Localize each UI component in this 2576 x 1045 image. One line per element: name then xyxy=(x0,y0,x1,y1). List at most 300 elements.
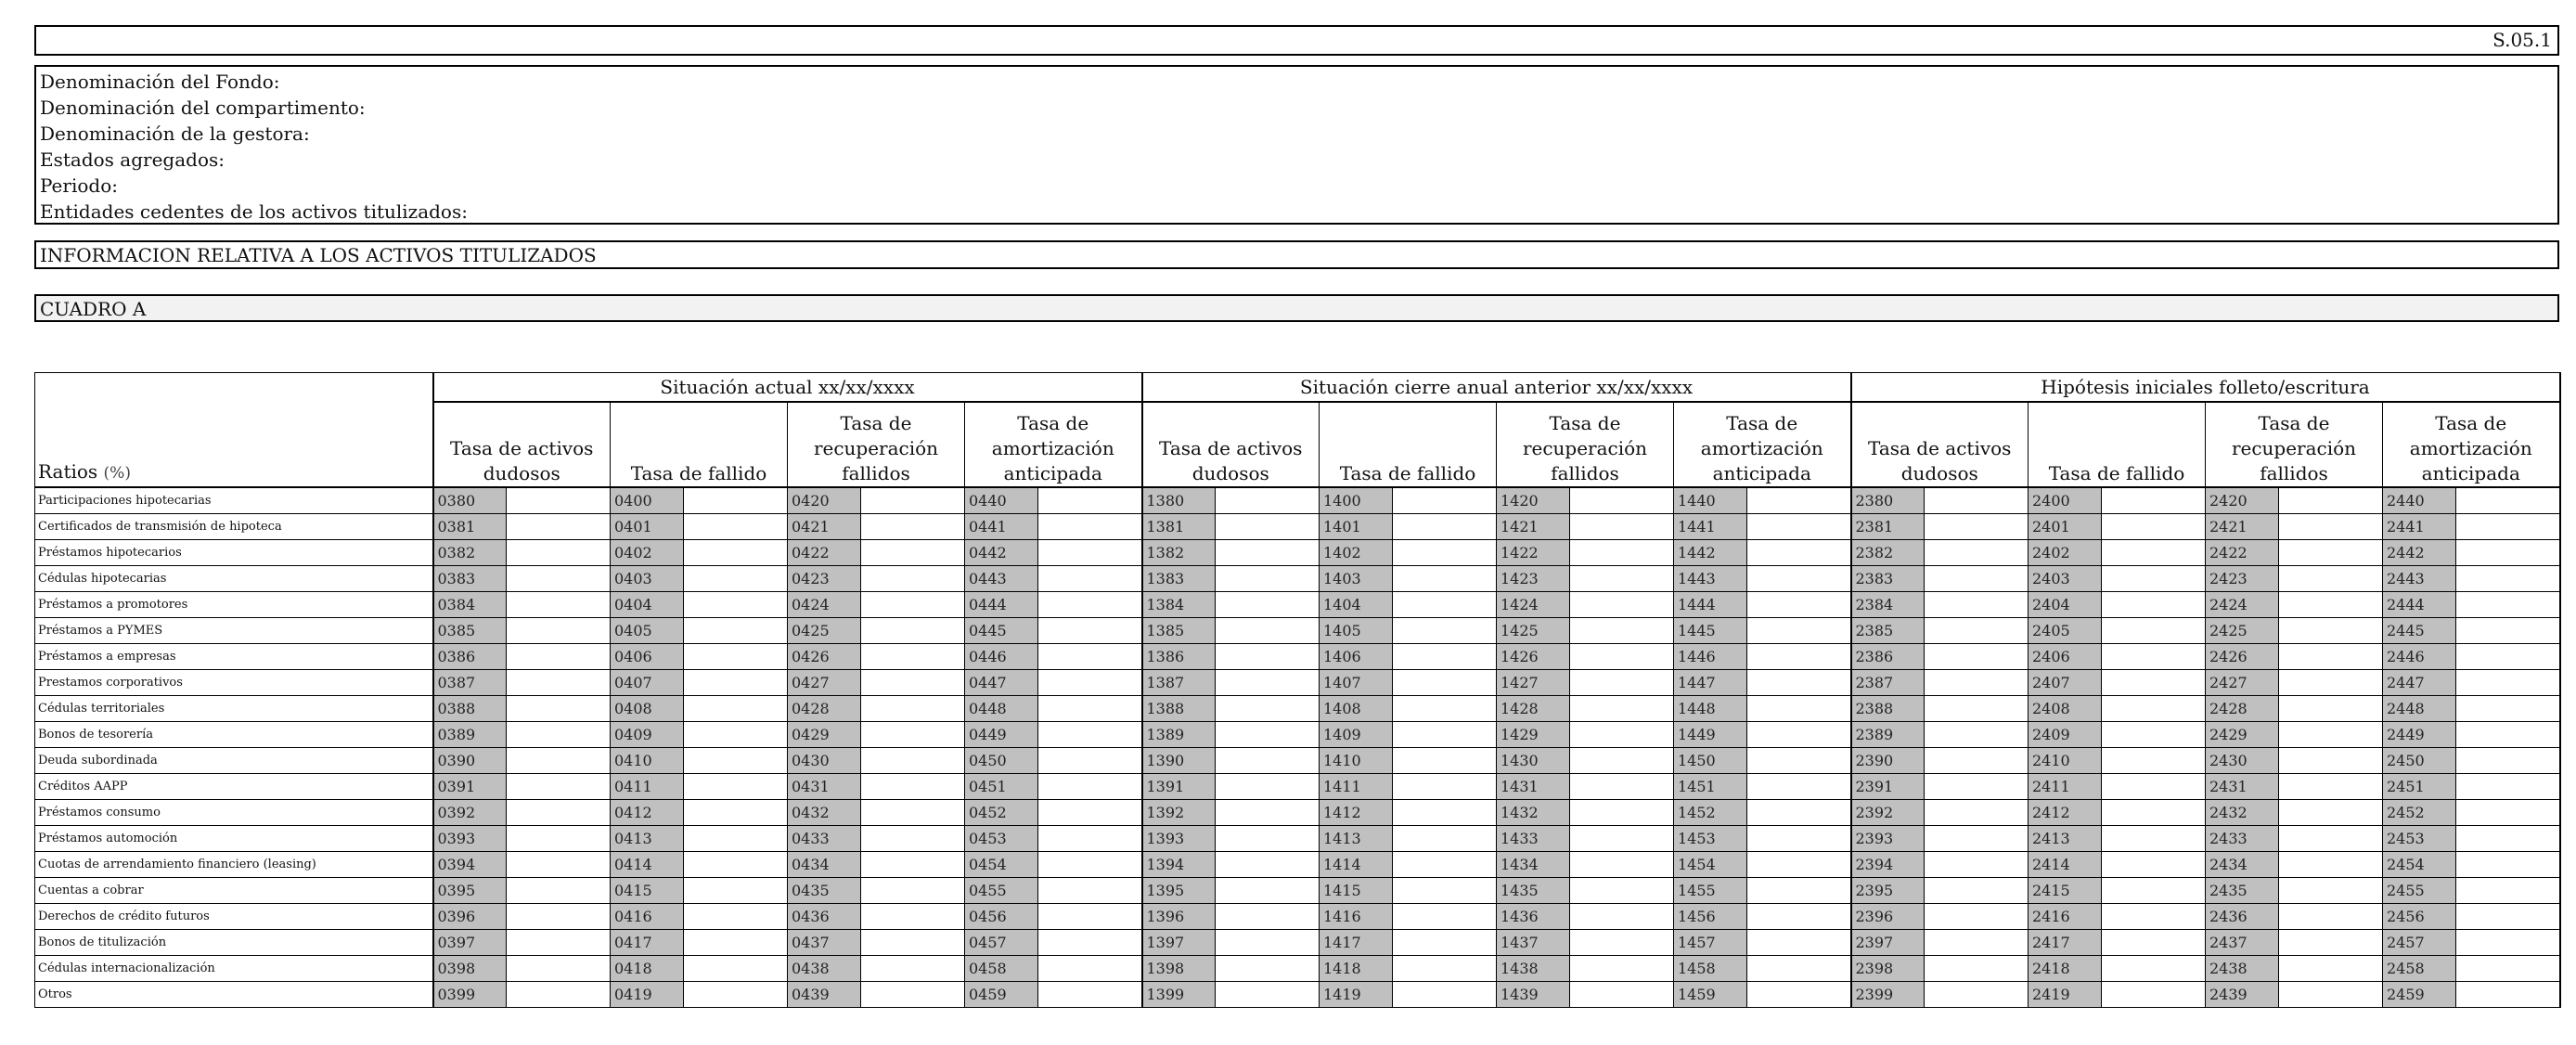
value-cell[interactable] xyxy=(2456,800,2560,826)
value-cell[interactable] xyxy=(1216,748,1320,774)
value-cell[interactable] xyxy=(1925,487,2029,514)
value-cell[interactable] xyxy=(1925,956,2029,982)
value-cell[interactable] xyxy=(1925,670,2029,696)
value-cell[interactable] xyxy=(507,852,611,878)
value-cell[interactable] xyxy=(1570,878,1674,904)
value-cell[interactable] xyxy=(2456,618,2560,644)
period-field[interactable]: Periodo: xyxy=(40,174,118,197)
value-cell[interactable] xyxy=(1747,878,1851,904)
value-cell[interactable] xyxy=(1925,592,2029,618)
value-cell[interactable] xyxy=(1216,800,1320,826)
value-cell[interactable] xyxy=(1216,904,1320,930)
value-cell[interactable] xyxy=(1393,670,1497,696)
value-cell[interactable] xyxy=(1747,696,1851,722)
value-cell[interactable] xyxy=(1038,878,1142,904)
value-cell[interactable] xyxy=(861,514,965,540)
value-cell[interactable] xyxy=(2102,852,2206,878)
value-cell[interactable] xyxy=(1925,514,2029,540)
value-cell[interactable] xyxy=(1925,696,2029,722)
value-cell[interactable] xyxy=(1393,878,1497,904)
value-cell[interactable] xyxy=(2279,878,2383,904)
value-cell[interactable] xyxy=(1393,826,1497,852)
value-cell[interactable] xyxy=(1216,722,1320,748)
value-cell[interactable] xyxy=(2279,904,2383,930)
value-cell[interactable] xyxy=(1925,644,2029,670)
value-cell[interactable] xyxy=(1393,904,1497,930)
section-title: INFORMACION RELATIVA A LOS ACTIVOS TITULIZADOS xyxy=(34,240,2559,269)
value-cell[interactable] xyxy=(2102,904,2206,930)
value-cell[interactable] xyxy=(861,696,965,722)
value-cell[interactable] xyxy=(1570,800,1674,826)
value-cell[interactable] xyxy=(684,592,788,618)
value-cell[interactable] xyxy=(1216,930,1320,956)
column-header-0-2 xyxy=(788,402,965,487)
value-cell[interactable] xyxy=(1747,774,1851,800)
value-cell[interactable] xyxy=(2279,852,2383,878)
value-cell[interactable] xyxy=(1570,748,1674,774)
cell-code: 1434 xyxy=(1497,852,1570,878)
value-cell[interactable] xyxy=(861,592,965,618)
value-cell[interactable] xyxy=(2456,930,2560,956)
value-cell[interactable] xyxy=(2102,930,2206,956)
value-cell[interactable] xyxy=(1216,618,1320,644)
value-cell[interactable] xyxy=(2102,722,2206,748)
value-cell[interactable] xyxy=(1747,852,1851,878)
value-cell[interactable] xyxy=(507,592,611,618)
cell-code: 1424 xyxy=(1497,592,1570,618)
value-cell[interactable] xyxy=(1393,644,1497,670)
value-cell[interactable] xyxy=(861,826,965,852)
ceding-entities-field[interactable]: Entidades cedentes de los activos titulizados: xyxy=(40,200,468,223)
cell-code: 1416 xyxy=(1320,904,1393,930)
value-cell[interactable] xyxy=(1393,852,1497,878)
value-cell[interactable] xyxy=(2456,540,2560,566)
value-cell[interactable] xyxy=(1038,982,1142,1008)
value-cell[interactable] xyxy=(1570,852,1674,878)
value-cell[interactable] xyxy=(1038,852,1142,878)
cell-code: 0397 xyxy=(433,930,507,956)
cell-code: 0388 xyxy=(433,696,507,722)
cell-code: 1415 xyxy=(1320,878,1393,904)
value-cell[interactable] xyxy=(2456,514,2560,540)
value-cell[interactable] xyxy=(861,930,965,956)
cell-code: 1427 xyxy=(1497,670,1570,696)
value-cell[interactable] xyxy=(1216,852,1320,878)
value-cell[interactable] xyxy=(684,514,788,540)
value-cell[interactable] xyxy=(1570,930,1674,956)
value-cell[interactable] xyxy=(684,930,788,956)
value-cell[interactable] xyxy=(1570,982,1674,1008)
value-cell[interactable] xyxy=(1570,514,1674,540)
value-cell[interactable] xyxy=(1216,982,1320,1008)
value-cell[interactable] xyxy=(2279,800,2383,826)
value-cell[interactable] xyxy=(507,774,611,800)
cell-code: 1382 xyxy=(1142,540,1216,566)
value-cell[interactable] xyxy=(861,748,965,774)
column-header-line: recuperación xyxy=(2231,437,2357,459)
value-cell[interactable] xyxy=(2456,670,2560,696)
column-header-1-0 xyxy=(1142,402,1320,487)
value-cell[interactable] xyxy=(861,644,965,670)
value-cell[interactable] xyxy=(2102,748,2206,774)
value-cell[interactable] xyxy=(861,618,965,644)
cell-code: 2420 xyxy=(2206,487,2279,514)
value-cell[interactable] xyxy=(2102,592,2206,618)
value-cell[interactable] xyxy=(1393,592,1497,618)
value-cell[interactable] xyxy=(861,852,965,878)
value-cell[interactable] xyxy=(2279,696,2383,722)
value-cell[interactable] xyxy=(1570,904,1674,930)
value-cell[interactable] xyxy=(1393,514,1497,540)
table-row xyxy=(35,800,2560,826)
value-cell[interactable] xyxy=(1747,904,1851,930)
value-cell[interactable] xyxy=(1393,956,1497,982)
value-cell[interactable] xyxy=(2102,878,2206,904)
value-cell[interactable] xyxy=(507,748,611,774)
value-cell[interactable] xyxy=(861,982,965,1008)
column-header-line: dudosos xyxy=(1191,462,1269,484)
value-cell[interactable] xyxy=(1038,514,1142,540)
value-cell[interactable] xyxy=(1216,878,1320,904)
value-cell[interactable] xyxy=(1038,592,1142,618)
value-cell[interactable] xyxy=(684,644,788,670)
value-cell[interactable] xyxy=(861,566,965,592)
value-cell[interactable] xyxy=(1747,592,1851,618)
value-cell[interactable] xyxy=(2102,566,2206,592)
value-cell[interactable] xyxy=(1570,566,1674,592)
value-cell[interactable] xyxy=(1038,722,1142,748)
value-cell[interactable] xyxy=(2102,800,2206,826)
value-cell[interactable] xyxy=(507,566,611,592)
value-cell[interactable] xyxy=(2279,826,2383,852)
value-cell[interactable] xyxy=(1038,487,1142,514)
cell-code: 1459 xyxy=(1674,982,1747,1008)
value-cell[interactable] xyxy=(1393,722,1497,748)
value-cell[interactable] xyxy=(2456,878,2560,904)
value-cell[interactable] xyxy=(1038,670,1142,696)
value-cell[interactable] xyxy=(1925,540,2029,566)
value-cell[interactable] xyxy=(1570,774,1674,800)
value-cell[interactable] xyxy=(2456,748,2560,774)
value-cell[interactable] xyxy=(2279,540,2383,566)
cell-code: 2432 xyxy=(2206,800,2279,826)
value-cell[interactable] xyxy=(507,487,611,514)
cell-code: 1456 xyxy=(1674,904,1747,930)
value-cell[interactable] xyxy=(1570,487,1674,514)
value-cell[interactable] xyxy=(2279,592,2383,618)
value-cell[interactable] xyxy=(2102,670,2206,696)
value-cell[interactable] xyxy=(684,618,788,644)
cell-code: 2453 xyxy=(2383,826,2456,852)
cell-code: 2450 xyxy=(2383,748,2456,774)
value-cell[interactable] xyxy=(2279,982,2383,1008)
value-cell[interactable] xyxy=(507,644,611,670)
fund-name-field[interactable]: Denominación del Fondo: xyxy=(40,71,280,93)
value-cell[interactable] xyxy=(684,540,788,566)
value-cell[interactable] xyxy=(1570,696,1674,722)
cell-code: 1411 xyxy=(1320,774,1393,800)
value-cell[interactable] xyxy=(1038,748,1142,774)
value-cell[interactable] xyxy=(2456,956,2560,982)
value-cell[interactable] xyxy=(507,956,611,982)
value-cell[interactable] xyxy=(507,696,611,722)
value-cell[interactable] xyxy=(1393,774,1497,800)
cell-code: 2399 xyxy=(1851,982,1925,1008)
value-cell[interactable] xyxy=(2456,774,2560,800)
value-cell[interactable] xyxy=(1393,540,1497,566)
value-cell[interactable] xyxy=(684,696,788,722)
value-cell[interactable] xyxy=(684,774,788,800)
value-cell[interactable] xyxy=(1393,696,1497,722)
value-cell[interactable] xyxy=(1038,644,1142,670)
value-cell[interactable] xyxy=(1747,800,1851,826)
value-cell[interactable] xyxy=(684,904,788,930)
cell-code: 0457 xyxy=(965,930,1038,956)
value-cell[interactable] xyxy=(1747,956,1851,982)
value-cell[interactable] xyxy=(2456,696,2560,722)
cell-code: 0436 xyxy=(788,904,861,930)
value-cell[interactable] xyxy=(507,722,611,748)
cell-code: 2457 xyxy=(2383,930,2456,956)
column-header-line: Tasa de xyxy=(1726,412,1798,434)
value-cell[interactable] xyxy=(2279,487,2383,514)
value-cell[interactable] xyxy=(1038,930,1142,956)
value-cell[interactable] xyxy=(1393,566,1497,592)
cell-code: 1408 xyxy=(1320,696,1393,722)
value-cell[interactable] xyxy=(684,956,788,982)
value-cell[interactable] xyxy=(684,878,788,904)
value-cell[interactable] xyxy=(2456,566,2560,592)
value-cell[interactable] xyxy=(1393,930,1497,956)
aggregated-states-field[interactable]: Estados agregados: xyxy=(40,148,225,171)
value-cell[interactable] xyxy=(2456,904,2560,930)
cell-code: 1438 xyxy=(1497,956,1570,982)
value-cell[interactable] xyxy=(1216,774,1320,800)
value-cell[interactable] xyxy=(1747,722,1851,748)
value-cell[interactable] xyxy=(2279,644,2383,670)
value-cell[interactable] xyxy=(1925,748,2029,774)
value-cell[interactable] xyxy=(1216,540,1320,566)
value-cell[interactable] xyxy=(1216,592,1320,618)
value-cell[interactable] xyxy=(1216,566,1320,592)
cell-code: 2427 xyxy=(2206,670,2279,696)
value-cell[interactable] xyxy=(1747,644,1851,670)
value-cell[interactable] xyxy=(684,800,788,826)
value-cell[interactable] xyxy=(1747,930,1851,956)
value-cell[interactable] xyxy=(2279,930,2383,956)
value-cell[interactable] xyxy=(507,930,611,956)
value-cell[interactable] xyxy=(1038,540,1142,566)
value-cell[interactable] xyxy=(861,487,965,514)
value-cell[interactable] xyxy=(1393,982,1497,1008)
manager-name-field[interactable]: Denominación de la gestora: xyxy=(40,123,310,145)
value-cell[interactable] xyxy=(1038,826,1142,852)
value-cell[interactable] xyxy=(1570,722,1674,748)
column-header-line: dudosos xyxy=(483,462,560,484)
cell-code: 1419 xyxy=(1320,982,1393,1008)
value-cell[interactable] xyxy=(2279,748,2383,774)
value-cell[interactable] xyxy=(1570,644,1674,670)
value-cell[interactable] xyxy=(684,487,788,514)
value-cell[interactable] xyxy=(684,982,788,1008)
value-cell[interactable] xyxy=(507,826,611,852)
table-row xyxy=(35,878,2560,904)
value-cell[interactable] xyxy=(1747,826,1851,852)
value-cell[interactable] xyxy=(861,540,965,566)
value-cell[interactable] xyxy=(1038,618,1142,644)
value-cell[interactable] xyxy=(2456,826,2560,852)
value-cell[interactable] xyxy=(1393,800,1497,826)
value-cell[interactable] xyxy=(2102,618,2206,644)
value-cell[interactable] xyxy=(1038,800,1142,826)
column-header-line: recuperación xyxy=(813,437,939,459)
value-cell[interactable] xyxy=(1570,540,1674,566)
value-cell[interactable] xyxy=(1747,618,1851,644)
value-cell[interactable] xyxy=(1925,826,2029,852)
value-cell[interactable] xyxy=(1925,618,2029,644)
value-cell[interactable] xyxy=(684,670,788,696)
value-cell[interactable] xyxy=(2456,592,2560,618)
value-cell[interactable] xyxy=(861,722,965,748)
value-cell[interactable] xyxy=(1570,956,1674,982)
value-cell[interactable] xyxy=(507,540,611,566)
value-cell[interactable] xyxy=(1570,592,1674,618)
table-row xyxy=(35,904,2560,930)
value-cell[interactable] xyxy=(1747,670,1851,696)
value-cell[interactable] xyxy=(684,852,788,878)
value-cell[interactable] xyxy=(861,956,965,982)
value-cell[interactable] xyxy=(1925,800,2029,826)
value-cell[interactable] xyxy=(1925,904,2029,930)
value-cell[interactable] xyxy=(507,982,611,1008)
value-cell[interactable] xyxy=(1038,774,1142,800)
value-cell[interactable] xyxy=(2279,514,2383,540)
cell-code: 2423 xyxy=(2206,566,2279,592)
value-cell[interactable] xyxy=(1747,982,1851,1008)
value-cell[interactable] xyxy=(1747,487,1851,514)
value-cell[interactable] xyxy=(1570,826,1674,852)
value-cell[interactable] xyxy=(2102,774,2206,800)
value-cell[interactable] xyxy=(507,618,611,644)
value-cell[interactable] xyxy=(2279,566,2383,592)
value-cell[interactable] xyxy=(2279,722,2383,748)
value-cell[interactable] xyxy=(1393,618,1497,644)
column-header-line: Tasa de activos xyxy=(1159,437,1303,459)
value-cell[interactable] xyxy=(2102,696,2206,722)
column-header-line: Tasa de xyxy=(2435,412,2507,434)
value-cell[interactable] xyxy=(861,670,965,696)
value-cell[interactable] xyxy=(1216,696,1320,722)
value-cell[interactable] xyxy=(1747,540,1851,566)
value-cell[interactable] xyxy=(1925,566,2029,592)
cell-code: 2424 xyxy=(2206,592,2279,618)
value-cell[interactable] xyxy=(507,670,611,696)
value-cell[interactable] xyxy=(2456,644,2560,670)
value-cell[interactable] xyxy=(507,904,611,930)
value-cell[interactable] xyxy=(1925,852,2029,878)
value-cell[interactable] xyxy=(1216,670,1320,696)
value-cell[interactable] xyxy=(507,514,611,540)
value-cell[interactable] xyxy=(2102,982,2206,1008)
value-cell[interactable] xyxy=(684,748,788,774)
value-cell[interactable] xyxy=(2456,722,2560,748)
value-cell[interactable] xyxy=(2102,644,2206,670)
cell-code: 1391 xyxy=(1142,774,1216,800)
value-cell[interactable] xyxy=(2102,826,2206,852)
value-cell[interactable] xyxy=(1216,514,1320,540)
value-cell[interactable] xyxy=(2279,670,2383,696)
column-header-line: Tasa de activos xyxy=(1868,437,2012,459)
value-cell[interactable] xyxy=(1570,618,1674,644)
value-cell[interactable] xyxy=(2279,774,2383,800)
value-cell[interactable] xyxy=(861,774,965,800)
value-cell[interactable] xyxy=(1925,878,2029,904)
value-cell[interactable] xyxy=(2456,487,2560,514)
value-cell[interactable] xyxy=(1747,514,1851,540)
value-cell[interactable] xyxy=(2456,852,2560,878)
cell-code: 0459 xyxy=(965,982,1038,1008)
value-cell[interactable] xyxy=(861,878,965,904)
row-label: Préstamos a PYMES xyxy=(35,618,433,644)
value-cell[interactable] xyxy=(1038,566,1142,592)
value-cell[interactable] xyxy=(684,566,788,592)
value-cell[interactable] xyxy=(1038,904,1142,930)
value-cell[interactable] xyxy=(684,722,788,748)
value-cell[interactable] xyxy=(1570,670,1674,696)
compartment-name-field[interactable]: Denominación del compartimento: xyxy=(40,97,366,119)
value-cell[interactable] xyxy=(1393,748,1497,774)
value-cell[interactable] xyxy=(1216,644,1320,670)
cell-code: 2414 xyxy=(2029,852,2102,878)
ratios-unit: (%) xyxy=(103,464,131,483)
value-cell[interactable] xyxy=(1393,487,1497,514)
value-cell[interactable] xyxy=(2279,618,2383,644)
value-cell[interactable] xyxy=(1925,722,2029,748)
value-cell[interactable] xyxy=(2102,540,2206,566)
value-cell[interactable] xyxy=(2102,487,2206,514)
value-cell[interactable] xyxy=(1216,487,1320,514)
value-cell[interactable] xyxy=(1747,748,1851,774)
value-cell[interactable] xyxy=(2102,956,2206,982)
value-cell[interactable] xyxy=(861,800,965,826)
value-cell[interactable] xyxy=(684,826,788,852)
value-cell[interactable] xyxy=(507,878,611,904)
value-cell[interactable] xyxy=(1925,982,2029,1008)
value-cell[interactable] xyxy=(1038,956,1142,982)
value-cell[interactable] xyxy=(2279,956,2383,982)
value-cell[interactable] xyxy=(1925,930,2029,956)
cell-code: 0387 xyxy=(433,670,507,696)
cell-code: 1398 xyxy=(1142,956,1216,982)
cell-code: 0454 xyxy=(965,852,1038,878)
table-row xyxy=(35,618,2560,644)
value-cell[interactable] xyxy=(1747,566,1851,592)
value-cell[interactable] xyxy=(1216,956,1320,982)
cell-code: 0432 xyxy=(788,800,861,826)
cell-code: 2439 xyxy=(2206,982,2279,1008)
value-cell[interactable] xyxy=(2102,514,2206,540)
cell-code: 0441 xyxy=(965,514,1038,540)
value-cell[interactable] xyxy=(1925,774,2029,800)
value-cell[interactable] xyxy=(1038,696,1142,722)
cell-code: 0426 xyxy=(788,644,861,670)
value-cell[interactable] xyxy=(861,904,965,930)
cell-code: 2403 xyxy=(2029,566,2102,592)
value-cell[interactable] xyxy=(507,800,611,826)
value-cell[interactable] xyxy=(2456,982,2560,1008)
table-row xyxy=(35,748,2560,774)
value-cell[interactable] xyxy=(1216,826,1320,852)
